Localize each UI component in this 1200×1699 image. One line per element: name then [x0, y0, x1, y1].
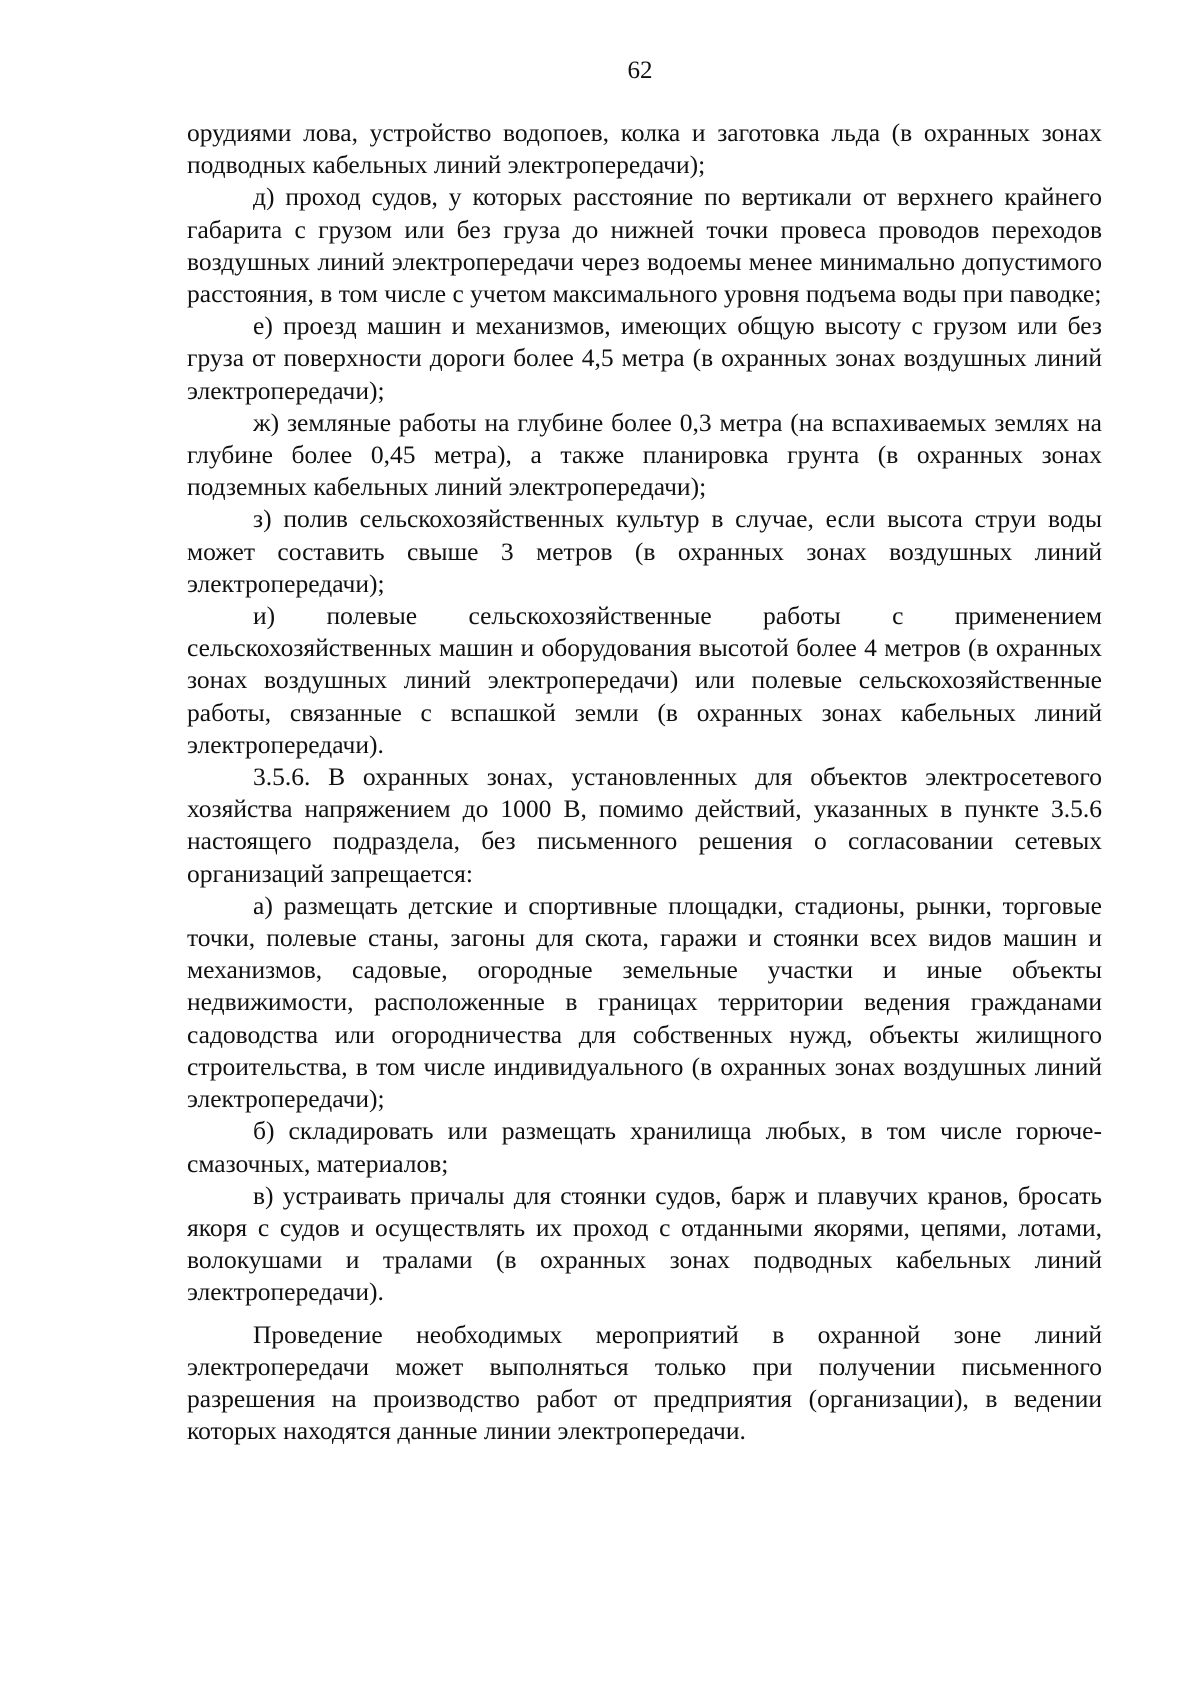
paragraph-section-3-5-6: 3.5.6. В охранных зонах, установленных для объектов электросетевого хозяйства напряжением до 1000 В, помимо действий, указанных в пункте 3.5.6 настоящего подраздела, без письменного решения о согласовании сетевых организаций запрещается:	[187, 762, 1102, 888]
paragraph-item-i: и) полевые сельскохозяйственные работы с применением сельскохозяйственных машин и оборудования высотой более 4 метров (в охранных зонах воздушных линий электропередачи) или полевые сельскохозяйственные работы, связанные с вспашкой земли (в охранных зонах кабельных линий электропередачи).	[187, 601, 1102, 759]
document-body	[187, 117, 1102, 1447]
paragraph-item-b: б) складировать или размещать хранилища любых, в том числе горюче-смазочных, материалов;	[187, 1116, 1102, 1178]
paragraph-item-z: з) полив сельскохозяйственных культур в случае, если высота струи воды может составить свыше 3 метров (в охранных зонах воздушных линий электропередачи);	[187, 504, 1102, 598]
paragraph-item-a: а) размещать детские и спортивные площадки, стадионы, рынки, торговые точки, полевые станы, загоны для скота, гаражи и стоянки всех видов машин и механизмов, садовые, огородные земельные участки и иные объекты недвижимости, расположенные в границах территории ведения гражданами садоводства или огородничества для собственных нужд, объекты жилищного строительства, в том числе индивидуального (в охранных зонах воздушных линий электропередачи);	[187, 890, 1102, 1114]
page-number: 62	[627, 57, 653, 84]
paragraph-item-zh: ж) земляные работы на глубине более 0,3 метра (на вспахиваемых землях на глубине более 0,45 метра), а также планировка грунта (в охранных зонах подземных кабельных линий электропередачи);	[187, 407, 1102, 502]
paragraph-item-d: д) проход судов, у которых расстояние по вертикали от верхнего крайнего габарита с грузом или без груза до нижней точки провеса проводов переходов воздушных линий электропередачи через водоемы менее минимально допустимого расстояния, в том числе с учетом максимального уровня подъема воды при паводке;	[187, 182, 1102, 309]
paragraph-conclusion: Проведение необходимых мероприятий в охранной зоне линий электропередачи может выполняться только при получении письменного разрешения на производство работ от предприятия (организации), в ведении которых находятся данные линии электропередачи.	[187, 1319, 1102, 1446]
paragraph-item-e: е) проезд машин и механизмов, имеющих общую высоту с грузом или без груза от поверхности дороги более 4,5 метра (в охранных зонах воздушных линий электропередачи);	[187, 311, 1102, 405]
paragraph-continuation: орудиями лова, устройство водопоев, колка и заготовка льда (в охранных зонах подводных кабельных линий электропередачи);	[187, 118, 1102, 180]
paragraph-item-v: в) устраивать причалы для стоянки судов, барж и плавучих кранов, бросать якоря с судов и осуществлять их проход с отданными якорями, цепями, лотами, волокушами и тралами (в охранных зонах подводных кабельных линий электропередачи).	[187, 1180, 1102, 1307]
